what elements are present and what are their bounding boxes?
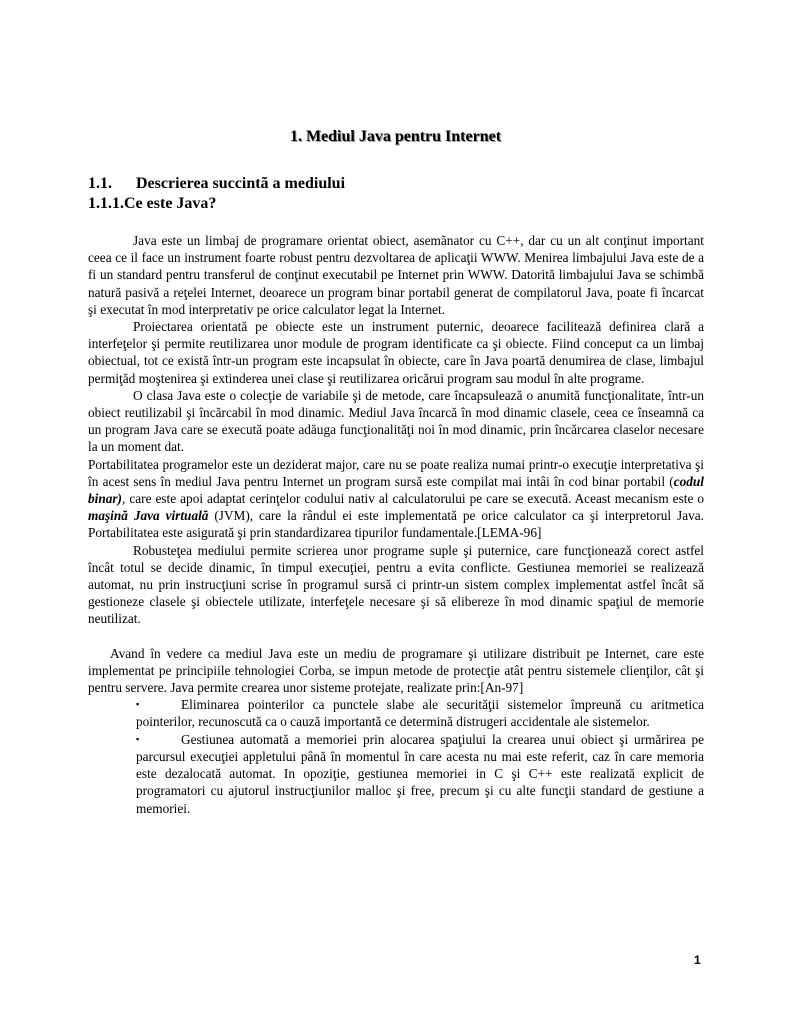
page-number: 1 <box>694 953 701 967</box>
list-item <box>136 731 704 817</box>
paragraph-spacer <box>88 628 704 645</box>
paragraph-4-part-c: , care este apoi adaptat cerinţelor codului nativ al calculatorului pe care se execută. Aceast mecanism este o <box>122 491 704 507</box>
paragraph-6: Avand în vedere ca mediul Java este un mediu de programare şi utilizare distribuit pe Internet, care este implementat pe principiile tehnologiei Corba, se impun metode de protecţie atât pentru sistemele clienţilor, cât şi pentru servere. Java permite crearea unor sisteme protejate, realizate prin:[An-97] <box>88 645 704 696</box>
paragraph-5: Robusteţea mediului permite scrierea unor programe suple şi puternice, care funcţionează corect astfel încât totul se decide dinamic, în timpul execuţiei, pentru a evita conflicte. Gestiunea memoriei se realizează automat, nu prin instrucţiuni scrise în programul sursă ci printr-un sistem complex implementat astfel încât să gestioneze clasele şi obiectele utilizate, interfeţele necesare şi să elibereze în mod dinamic spaţiul de memorie neutilizat. <box>88 542 704 627</box>
bullet-icon: ▪ <box>136 733 140 744</box>
paragraph-2: Proiectarea orientată pe obiecte este un instrument puternic, deoarece facilitează definirea clară a interfeţelor şi permite reutilizarea unor module de program identificate ca şi obiecte. Fiind conceput ca un limbaj obiectual, tot ce există într-un program este incapsulat în obiecte, care în Java poartă denumirea de clase, limbajul permiţăd moştenirea şi extinderea unei clase şi reutilizarea oricărui program sau modul în alte programe. <box>88 319 704 386</box>
body-text <box>88 232 704 817</box>
bullet-list <box>88 696 704 816</box>
bullet-text-1: Eliminarea pointerilor ca punctele slabe ale securităţii sistemelor împreună cu aritmetica pointerilor, recunoscută ca o cauză importantă ce determină distrugeri accidentale ale sistemelor. <box>136 697 704 730</box>
paragraph-3: O clasa Java este o colecţie de variabile şi de metode, care încapsulează o anumită funcţionalitate, într-un obiect reutilizabil şi încărcabil în mod dinamic. Mediul Java încarcă în mod dinamic clasele, ceea ce înseamnă ca un program Java care se execută poate adăuga funcţionalităţi noi în mod dinamic, prin încărcarea claselor necesare la un moment dat. <box>88 387 704 455</box>
subsection-heading: 1.1.1.Ce este Java? <box>88 195 217 212</box>
bullet-icon: ▪ <box>136 699 140 710</box>
paragraph-4-emphasis-binary: codul binar) <box>88 473 704 507</box>
section-title: Descrierea succintã a mediului <box>136 175 346 192</box>
paragraph-4-emphasis-jvm: maşină Java virtuală <box>88 508 209 524</box>
list-item <box>136 696 704 730</box>
section-heading <box>88 175 345 193</box>
paragraph-4-part-a: Portabilitatea programelor este un deziderat major, care nu se poate realiza numai printr-o execuţie interpretativa şi în acest sens în mediul Java pentru Internet un program sursă este compilat mai intâi în cod binar portabil ( <box>88 456 704 489</box>
bullet-text-2: Gestiunea automată a memoriei prin alocarea spaţiului la crearea unui obiect şi urmărirea pe parcursul execuţiei appletului până în momentul în care acesta nu mai este referit, caz în care memoria este dezalocată automat. In opoziţie, gestiunea memoriei in C şi C++ este realizată explicit de programatori cu ajutorul instrucţiunilor malloc şi free, precum şi cu alte funcţii standard de gestiune a memoriei. <box>136 731 704 816</box>
paragraph-4 <box>88 456 704 542</box>
paragraph-1: Java este un limbaj de programare orientat obiect, asemãnator cu C++, dar cu un alt conţinut important ceea ce il face un instrument foarte robust pentru dezvoltarea de aplicaţii WWW. Menirea limbajului Java este de a fi un standard pentru transferul de conţinut executabil pe Internet prin WWW. Datorită limbajului Java se schimbă natură pasivă a reţelei Internet, deoarece un program binar portabil generat de compilatorul Java, poate fi încarcat şi executat în mod interpretativ pe orice calculator legat la Internet. <box>88 233 704 317</box>
section-number: 1.1. <box>88 175 112 192</box>
paragraph-4-part-e: (JVM), care la rândul ei este implementată pe orice calculator ca şi interpretorul Java. Portabilitatea este asigurată şi prin standardizarea tipurilor fundamentale.[LEMA-96] <box>88 508 704 541</box>
chapter-title: 1. Mediul Java pentru Internet <box>289 128 502 145</box>
